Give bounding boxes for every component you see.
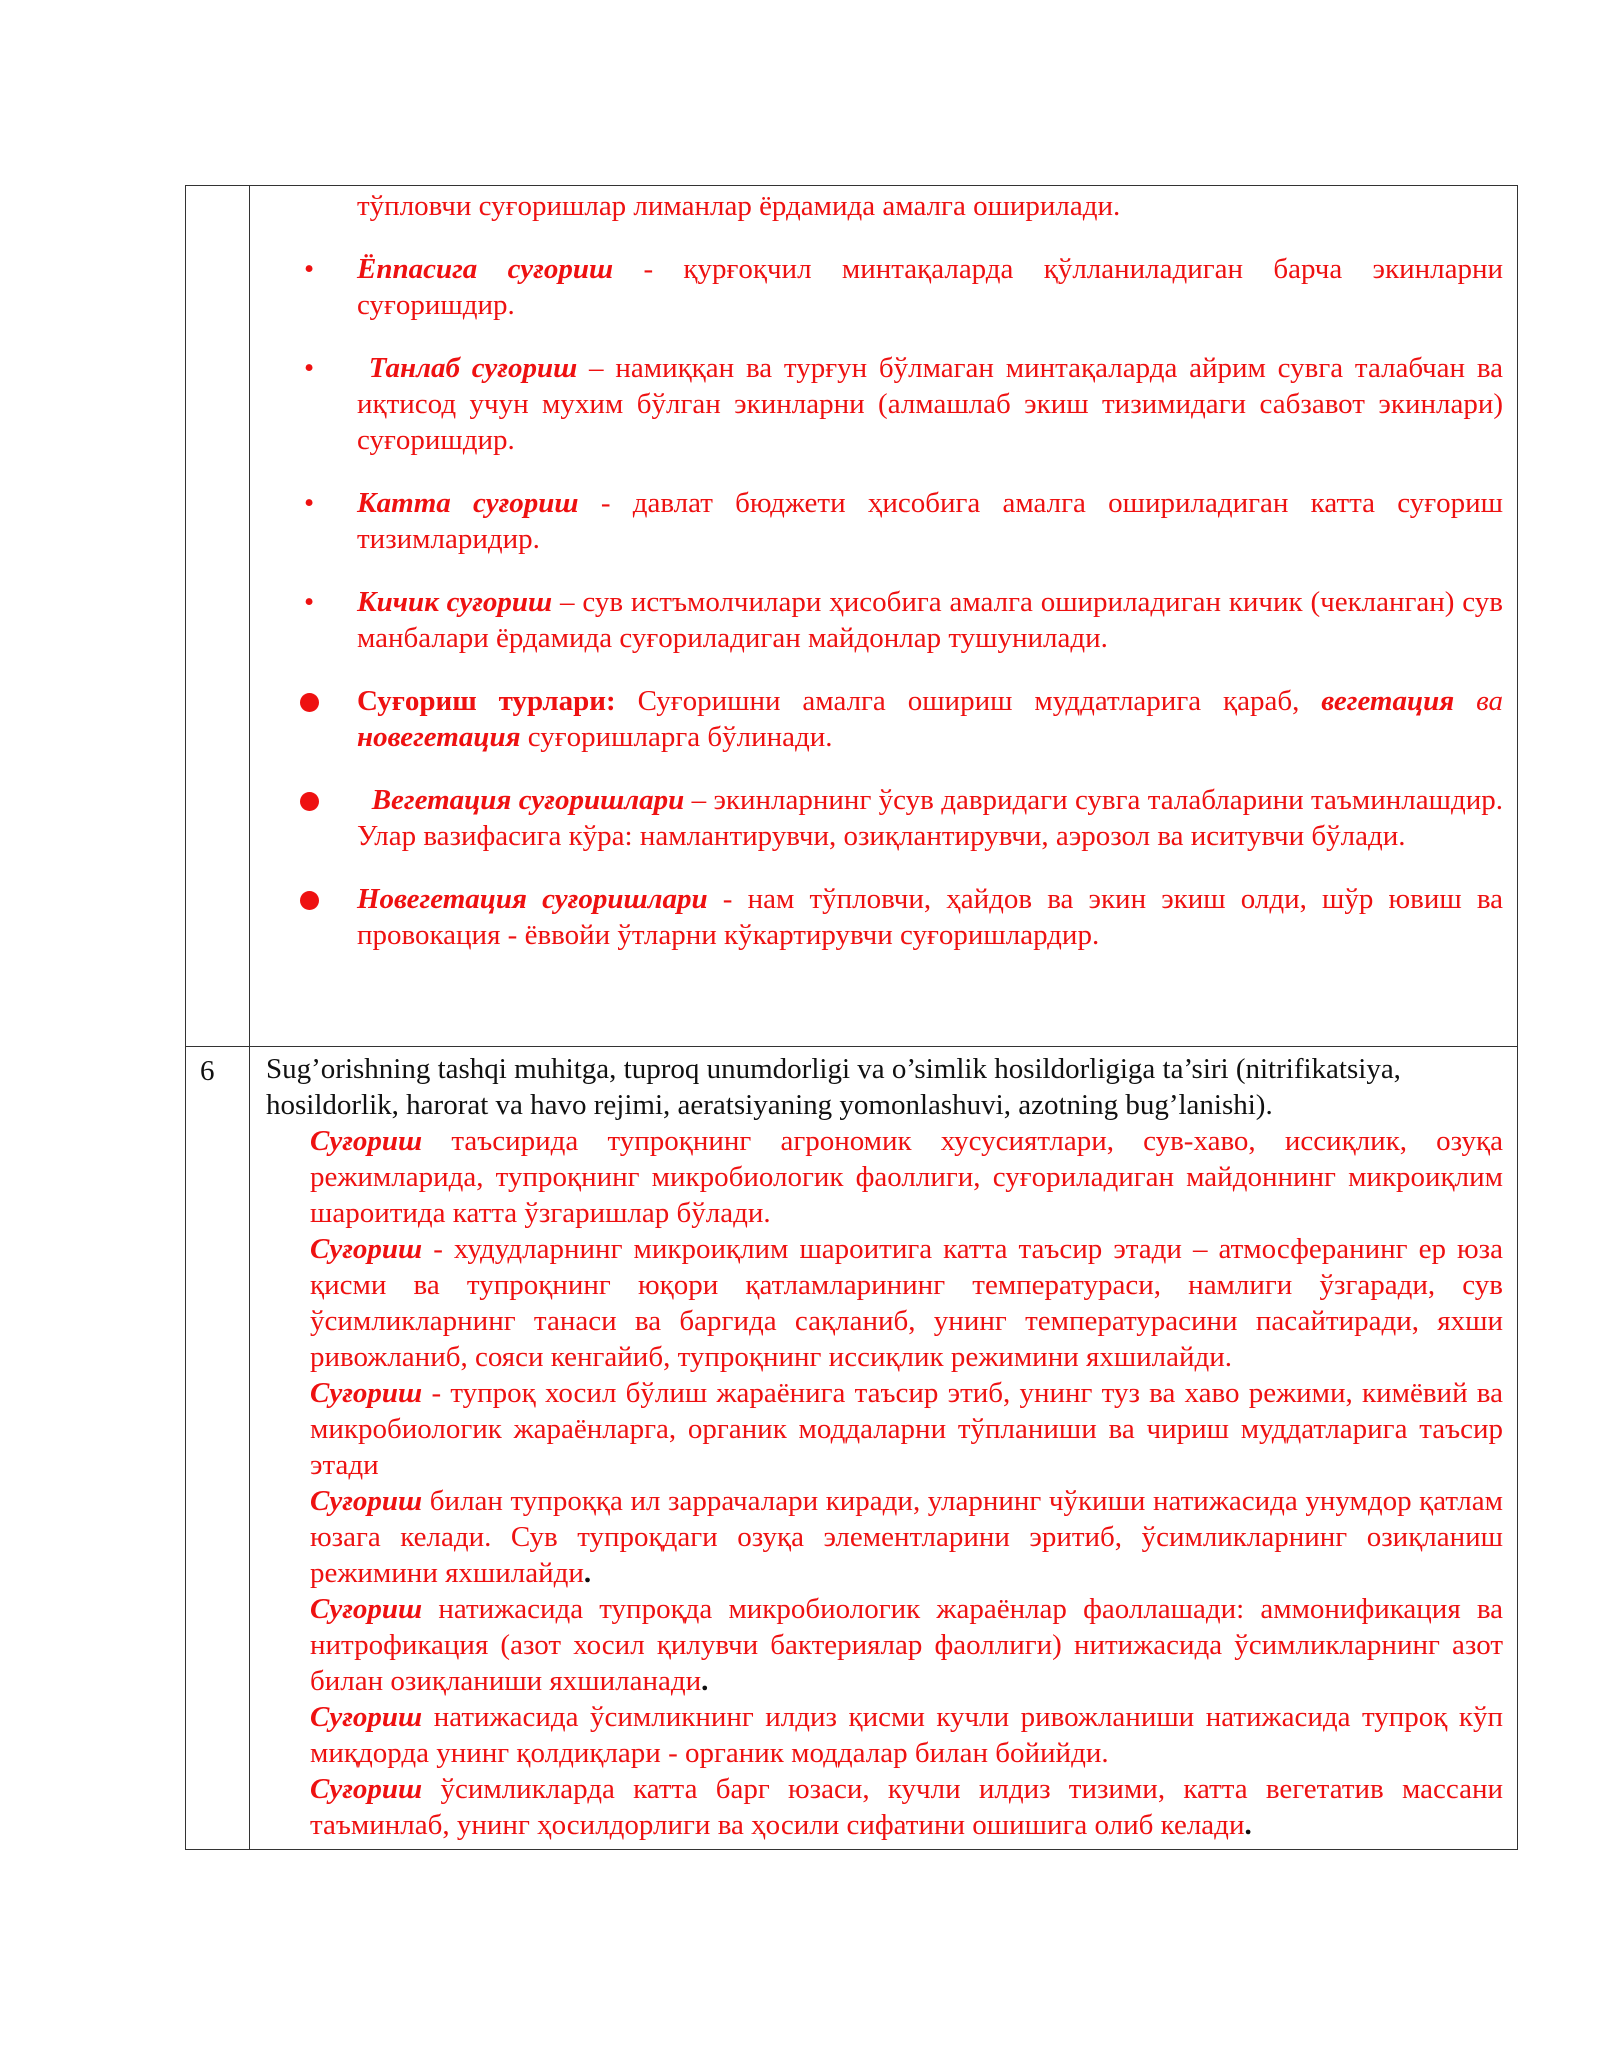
number-cell-empty [186,186,250,1047]
paragraph-text: - тупроқ хосил бўлиш жараёнига таъсир этиб, унинг туз ва хаво режими, кимёвий ва микробиологик жараёнларга, органик моддаларни тўпланиши ва чириш муддатларига таъсир этади [310,1377,1503,1481]
term: Суғориш [310,1701,423,1733]
term-novegetation: новегетация [357,721,521,753]
term-vegetation: вегетация [1321,685,1455,717]
definition: – сув истъмолчилари ҳисобига амалга ошириладиган кичик (чекланган) сув манбалари ёрдамида суғориладиган майдонлар тушунилади. [357,586,1503,654]
paragraph [266,1699,1503,1771]
paragraph [266,1591,1503,1699]
types-mid: ва [1454,685,1503,717]
paragraph [266,1771,1503,1843]
period: . [1244,1809,1252,1841]
dot-bullet-icon [300,693,319,712]
term: Суғориш [310,1773,423,1805]
dot-bullet-icon [300,891,319,910]
bullet-icon: • [304,253,315,285]
term: Катта суғориш [357,487,579,519]
bullet-icon: • [304,352,315,384]
paragraph [266,1123,1503,1231]
term: Суғориш [310,1125,423,1157]
term: Вегетация суғоришлари [371,784,685,816]
table-row [186,186,1518,1047]
term: Ёппасига суғориш [357,253,614,285]
list-item [250,584,1503,656]
term: Суғориш [310,1233,423,1265]
definition: – экинларнинг ўсув давридаги сувга талабларини таъминлашдир. Улар вазифасига кўра: намлантирувчи, озиқлантирувчи, аэрозол ва иситувчи бўлади. [357,784,1504,852]
definition: - давлат бюджети ҳисобига амалга ошириладиган катта суғориш тизимларидир. [357,487,1504,555]
term: Танлаб суғориш [368,352,578,384]
bullet-icon: • [304,487,315,519]
paragraph-text: билан тупроққа ил заррачалари киради, уларнинг чўкиши натижасида унумдор қатлам юзага келади. Сув тупроқдаги озуқа элементларини эритиб, ўсимликларнинг озиқланиш режимини яхшилайди [310,1485,1503,1589]
list-item [250,251,1503,323]
paragraph-text: - худудларнинг микроиқлим шароитига катта таъсир этади – атмосферанинг ер юза қисми ва тупроқнинг юқори қатламларининг температураси, намлиги ўзгаради, сув ўсимликларнинг танаси ва баргида сақланиб, унинг температурасини пасайтиради, яхши ривожланиб, сояси кенгайиб, тупроқнинг иссиқлик режимини яхшилайди. [310,1233,1503,1373]
content-table [185,185,1518,1850]
bullet-icon: • [304,586,315,618]
definition: - нам тўпловчи, ҳайдов ва экин экиш олди, шўр ювиш ва провокация - ёввойи ўтларни кўкартирувчи суғоришлардир. [357,883,1503,951]
types-text-end: суғоришларга бўлинади. [520,721,833,753]
row-number: 6 [186,1047,250,1850]
irrigation-types-cell [250,186,1518,1047]
list-item [250,683,1503,755]
term: Кичик суғориш [357,586,553,618]
term: Суғориш [310,1377,423,1409]
continuation-line: тўпловчи суғоришлар лиманлар ёрдамида амалга оширилади. [357,190,1121,222]
irrigation-effects-cell [250,1047,1518,1850]
paragraph-text: ўсимликларда катта барг юзаси, кучли илдиз тизими, катта вегетатив массани таъминлаб, унинг ҳосилдорлиги ва ҳосили сифатини ошишига олиб келади [310,1773,1503,1841]
definition: – намиққан ва турғун бўлмаган минтақаларда айрим сувга талабчан ва иқтисод учун мухим бўлган экинларни (алмашлаб экиш тизимидаги сабзавот экинлари) суғоришдир. [357,352,1504,456]
paragraph-text: таъсирида тупроқнинг агрономик хусусиятлари, сув-хаво, иссиқлик, озуқа режимларида, тупроқнинг микробиологик фаоллиги, суғориладиган майдоннинг микроиқлим шароитида катта ўзгаришлар бўлади. [310,1125,1503,1229]
term: Новегетация суғоришлари [357,883,708,915]
term: Суғориш [310,1593,423,1625]
term: Суғориш [310,1485,423,1517]
paragraph-text: натижасида тупроқда микробиологик жараёнлар фаоллашади: аммонификация ва нитрофикация (азот хосил қилувчи бактериялар фаоллиги) нитижасида ўсимликларнинг азот билан озиқланиши яхшиланади [310,1593,1503,1697]
list-item [250,350,1503,458]
types-text: Суғоришни амалга ошириш муддатларига қараб, [615,685,1322,717]
period: . [701,1665,709,1697]
types-label: Суғориш турлари: [357,685,616,717]
paragraph [266,1231,1503,1375]
period: . [583,1557,592,1589]
paragraph-text: натижасида ўсимликнинг илдиз қисми кучли ривожланиши натижасида тупроқ кўп миқдорда унинг қолдиқлари - органик моддалар билан бойийди. [310,1701,1503,1769]
definition: - қурғоқчил минтақаларда қўлланиладиган барча экинларни суғоришдир. [357,253,1503,321]
irrigation-list [250,251,1503,953]
table-row [186,1047,1518,1850]
paragraph [266,1483,1503,1591]
paragraph [266,1375,1503,1483]
dot-bullet-icon [300,792,319,811]
topic-heading: Sug’orishning tashqi muhitga, tuproq unumdorligi va o’simlik hosildorligiga ta’siri (nitrifikatsiya, hosildorlik, harorat va havo rejimi, aeratsiyaning yomonlashuvi, azotning bug’lanishi). [266,1053,1401,1121]
list-item [250,485,1503,557]
list-item [250,782,1503,854]
list-item [250,881,1503,953]
